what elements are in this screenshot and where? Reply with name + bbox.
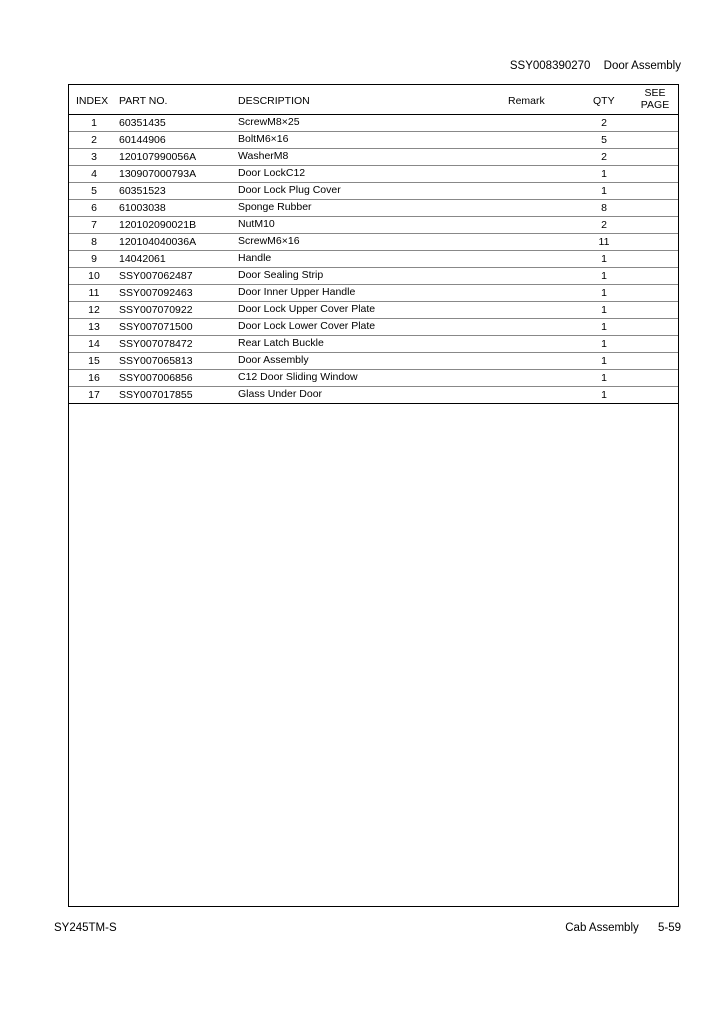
row-description: NutM10 xyxy=(238,218,275,230)
table-row xyxy=(69,353,678,370)
row-index: 13 xyxy=(88,321,100,333)
row-qty: 5 xyxy=(601,134,607,146)
row-description: ScrewM6×16 xyxy=(238,235,300,247)
row-index: 11 xyxy=(88,287,100,299)
assembly-code: SSY008390270 xyxy=(509,60,591,72)
table-body xyxy=(69,114,678,404)
row-qty: 1 xyxy=(601,168,607,180)
table-row xyxy=(69,336,678,353)
row-part-no: SSY007092463 xyxy=(119,287,193,299)
table-row xyxy=(69,115,678,132)
row-part-no: 130907000793A xyxy=(119,168,197,180)
column-header-remark: Remark xyxy=(508,95,545,107)
table-row xyxy=(69,319,678,336)
row-index: 3 xyxy=(91,151,97,163)
row-qty: 1 xyxy=(601,270,607,282)
row-index: 10 xyxy=(88,270,100,282)
row-index: 4 xyxy=(91,168,97,180)
table-row xyxy=(69,285,678,302)
column-header-part-no: PART NO. xyxy=(119,95,168,107)
table-row xyxy=(69,268,678,285)
column-header-description: DESCRIPTION xyxy=(238,95,310,107)
row-description: Door Inner Upper Handle xyxy=(238,286,356,298)
row-description: Door Lock Plug Cover xyxy=(238,184,341,196)
row-description: Glass Under Door xyxy=(238,388,323,400)
row-part-no: 14042061 xyxy=(119,253,166,265)
table-row xyxy=(69,370,678,387)
footer-page-number: 5-59 xyxy=(657,922,681,934)
row-qty: 1 xyxy=(601,253,607,265)
row-description: BoltM6×16 xyxy=(238,133,289,145)
row-part-no: SSY007017855 xyxy=(119,389,193,401)
row-description: ScrewM8×25 xyxy=(238,116,300,128)
row-description: Handle xyxy=(238,252,272,264)
row-part-no: SSY007062487 xyxy=(119,270,193,282)
row-part-no: SSY007065813 xyxy=(119,355,193,367)
row-index: 14 xyxy=(88,338,100,350)
row-qty: 1 xyxy=(601,389,607,401)
row-part-no: 120102090021B xyxy=(119,219,197,231)
row-description: Rear Latch Buckle xyxy=(238,337,324,349)
row-index: 5 xyxy=(91,185,97,197)
row-description: Sponge Rubber xyxy=(238,201,312,213)
row-qty: 1 xyxy=(601,321,607,333)
assembly-title: Door Assembly xyxy=(603,60,681,72)
row-part-no: 60351435 xyxy=(119,117,166,129)
row-qty: 2 xyxy=(601,117,607,129)
row-part-no: SSY007071500 xyxy=(119,321,193,333)
row-part-no: SSY007070922 xyxy=(119,304,193,316)
table-row xyxy=(69,132,678,149)
row-description: Door LockC12 xyxy=(238,167,306,179)
footer-section: Cab Assembly xyxy=(565,922,639,934)
row-qty: 8 xyxy=(601,202,607,214)
row-qty: 1 xyxy=(601,287,607,299)
row-qty: 1 xyxy=(601,372,607,384)
row-part-no: 120107990056A xyxy=(119,151,197,163)
row-index: 17 xyxy=(88,389,100,401)
row-part-no: SSY007078472 xyxy=(119,338,193,350)
row-qty: 1 xyxy=(601,185,607,197)
row-index: 7 xyxy=(91,219,97,231)
table-header xyxy=(69,85,678,115)
row-index: 12 xyxy=(88,304,100,316)
column-header-index: INDEX xyxy=(76,95,109,107)
row-index: 1 xyxy=(91,117,97,129)
row-qty: 1 xyxy=(601,338,607,350)
row-index: 2 xyxy=(91,134,97,146)
see-page-line1: SEE xyxy=(644,87,666,99)
row-part-no: 120104040036A xyxy=(119,236,197,248)
table-row xyxy=(69,234,678,251)
row-description: WasherM8 xyxy=(238,150,289,162)
row-description: Door Lock Lower Cover Plate xyxy=(238,320,376,332)
parts-table-frame xyxy=(68,84,679,907)
footer-model: SY245TM-S xyxy=(54,922,117,934)
row-qty: 1 xyxy=(601,304,607,316)
row-part-no: 60144906 xyxy=(119,134,166,146)
row-part-no: 61003038 xyxy=(119,202,166,214)
table-row xyxy=(69,200,678,217)
see-page-line2: PAGE xyxy=(640,99,670,111)
row-index: 9 xyxy=(91,253,97,265)
table-row xyxy=(69,166,678,183)
table-row xyxy=(69,149,678,166)
column-header-qty: QTY xyxy=(593,95,615,107)
row-qty: 2 xyxy=(601,219,607,231)
row-index: 8 xyxy=(91,236,97,248)
row-index: 6 xyxy=(91,202,97,214)
page-footer xyxy=(565,922,681,934)
row-qty: 1 xyxy=(601,355,607,367)
row-description: Door Lock Upper Cover Plate xyxy=(238,303,376,315)
column-header-see-page xyxy=(637,87,673,111)
table-row xyxy=(69,387,678,404)
row-part-no: SSY007006856 xyxy=(119,372,193,384)
row-description: Door Sealing Strip xyxy=(238,269,324,281)
table-row xyxy=(69,251,678,268)
row-part-no: 60351523 xyxy=(119,185,166,197)
table-row xyxy=(69,302,678,319)
row-qty: 11 xyxy=(598,236,610,248)
table-row xyxy=(69,183,678,200)
row-qty: 2 xyxy=(601,151,607,163)
row-index: 15 xyxy=(88,355,100,367)
table-row xyxy=(69,217,678,234)
row-description: Door Assembly xyxy=(238,354,309,366)
row-description: C12 Door Sliding Window xyxy=(238,371,358,383)
row-index: 16 xyxy=(88,372,100,384)
page-header xyxy=(510,60,681,72)
